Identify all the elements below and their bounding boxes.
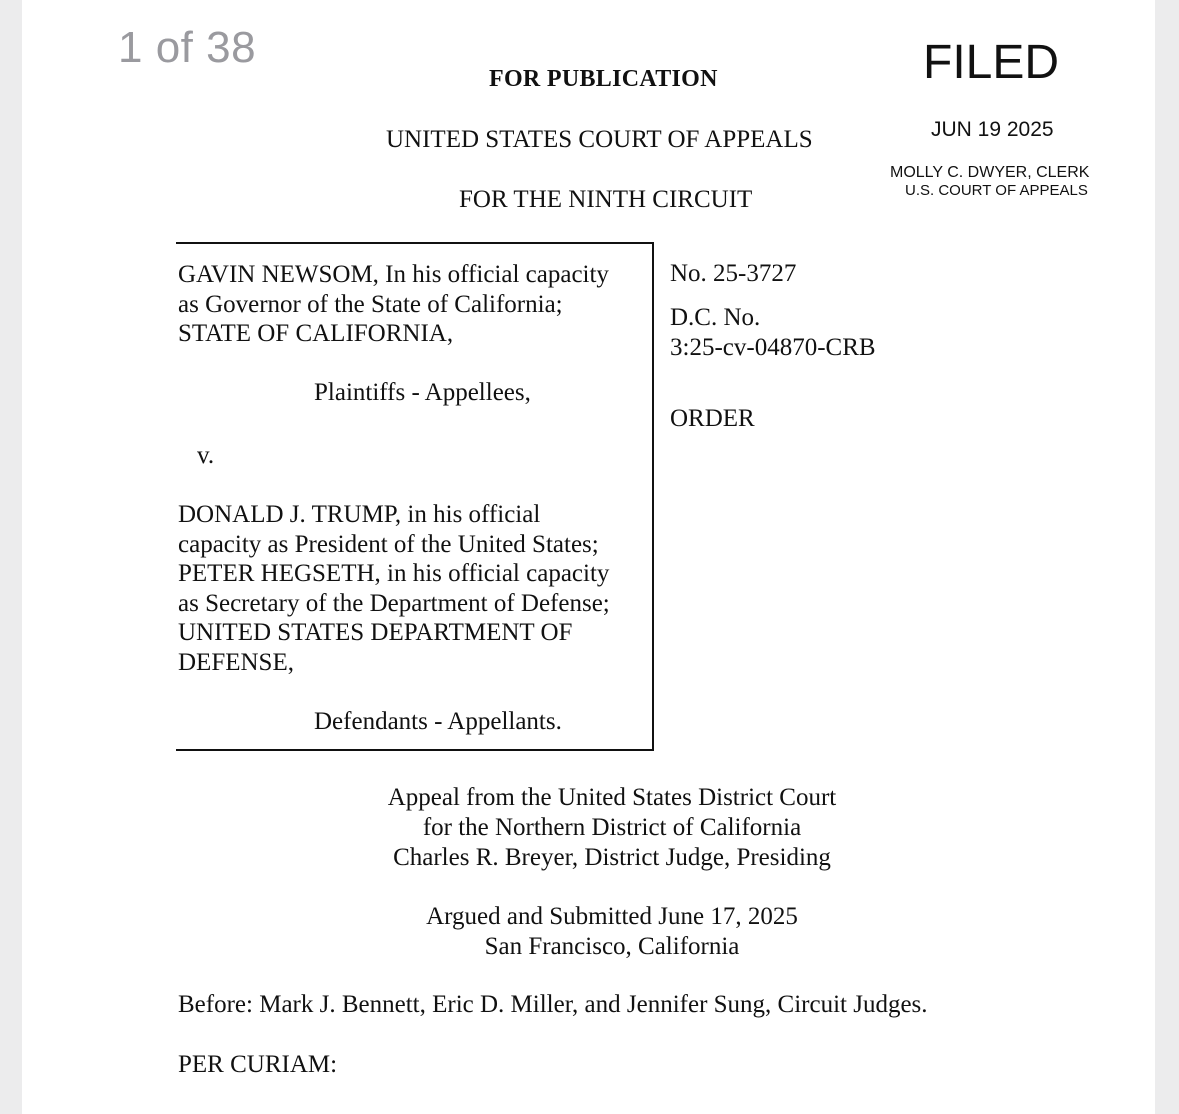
defendants-line: capacity as President of the United States;: [178, 530, 599, 558]
defendants-line: PETER HEGSETH, in his official capacity: [178, 560, 610, 587]
filed-stamp-title: FILED: [923, 36, 1060, 89]
court-name: UNITED STATES COURT OF APPEALS: [386, 126, 813, 153]
document-type: ORDER: [670, 405, 755, 432]
publication-heading: FOR PUBLICATION: [489, 66, 718, 92]
defendants-line: UNITED STATES DEPARTMENT OF: [178, 619, 573, 646]
caption-top-rule: [176, 242, 654, 244]
appeal-line: for the Northern District of California: [422, 814, 802, 841]
appeal-origin: [352, 783, 872, 873]
defendants-line: DEFENSE,: [178, 648, 294, 676]
district-court-label: D.C. No.: [670, 304, 761, 331]
argued-line: San Francisco, California: [484, 933, 740, 960]
district-court-number: 3:25-cv-04870-CRB: [670, 334, 876, 361]
plaintiffs-line: as Governor of the State of California;: [178, 290, 563, 318]
caption-bottom-rule: [176, 749, 654, 751]
filed-stamp-clerk: MOLLY C. DWYER, CLERK: [890, 164, 1090, 181]
defendants-block: [178, 500, 610, 677]
case-number: No. 25-3727: [670, 260, 797, 287]
argued-line: Argued and Submitted June 17, 2025: [426, 903, 798, 930]
per-curiam-heading: PER CURIAM:: [178, 1051, 338, 1078]
panel-judges: Before: Mark J. Bennett, Eric D. Miller, and Jennifer Sung, Circuit Judges.: [178, 991, 928, 1018]
defendants-line: DONALD J. TRUMP, in his official: [178, 501, 541, 528]
defendants-line: as Secretary of the Department of Defense;: [178, 589, 610, 617]
document-page[interactable]: [22, 0, 1155, 1114]
page-counter: 1 of 38: [118, 23, 257, 72]
filed-stamp-court: U.S. COURT OF APPEALS: [905, 182, 1088, 199]
plaintiffs-line: GAVIN NEWSOM, In his official capacity: [178, 261, 609, 288]
plaintiffs-line: STATE OF CALIFORNIA,: [178, 320, 454, 347]
defendants-role: Defendants - Appellants.: [314, 708, 562, 735]
plaintiffs-block: [178, 260, 609, 349]
plaintiffs-role: Plaintiffs - Appellees,: [314, 379, 531, 406]
circuit-name: FOR THE NINTH CIRCUIT: [459, 186, 753, 213]
versus-label: v.: [197, 442, 215, 469]
appeal-line: Appeal from the United States District Court: [387, 784, 837, 811]
caption-right-rule: [652, 242, 654, 751]
argument-info: [352, 902, 872, 962]
filed-stamp-date: JUN 19 2025: [931, 118, 1054, 141]
appeal-line: Charles R. Breyer, District Judge, Presiding: [393, 844, 831, 871]
